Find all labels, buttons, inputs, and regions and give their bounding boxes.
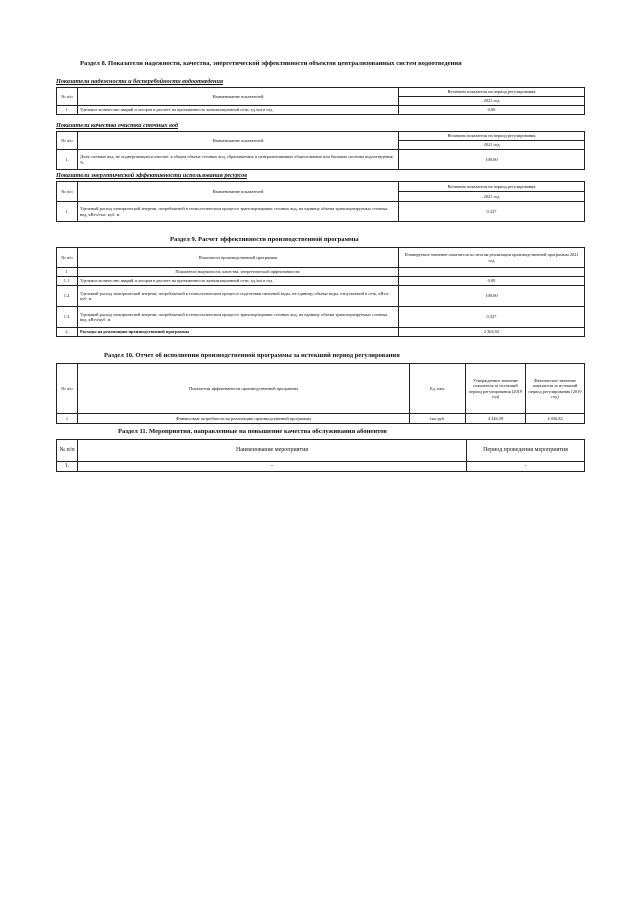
row-value: 100,00 (399, 150, 585, 170)
section11-title: Раздел 11. Мероприятия, направленные на повышение качества обслуживания абонентов (118, 428, 387, 435)
col-year: 2021 год (399, 97, 585, 106)
row-num: 1.1. (57, 277, 78, 286)
table-row (57, 286, 585, 307)
row-value: 2 304,92 (399, 328, 585, 337)
col-unit: Ед. изм. (410, 364, 466, 414)
row-name: Удельное количество аварий и засоров в расчете на протяженность канализационной сети, ед./км в год (78, 277, 399, 286)
col-actual: Фактическое значение показателя за истекший период регулирования (2019 год) (526, 364, 585, 414)
table-row (57, 277, 585, 286)
section9-table (56, 247, 585, 337)
row-approved: 4 346,59 (466, 414, 526, 424)
col-name: Показатели эффективности производственной программы (78, 364, 410, 414)
col-name: Наименование показателей (78, 132, 399, 150)
row-name: Удельный расход электрической энергии, потребляемой в технологическом процессе подготовки питьевой воды, на единицу объема воды, отпускаемой в сеть, кВтч/куб. м (78, 286, 399, 307)
row-name: Показатели надежности, качества, энергетической эффективности: (78, 268, 399, 277)
row-num: 1. (57, 202, 78, 222)
row-name: Удельный расход электрической энергии, потребляемой в технологическом процессе транспортировки сточных вод, на единицу объема транспортируемых сточных вод, кВтч/тыс. куб. м (78, 202, 399, 222)
row-value (399, 268, 585, 277)
col-num: № п/п (57, 132, 78, 150)
col-name: Наименование мероприятия (78, 440, 467, 462)
col-value: Величина показателя на период регулирования (399, 132, 585, 141)
col-num: № п/п (57, 364, 78, 414)
col-year: 2021 год (399, 192, 585, 202)
table-row (57, 307, 585, 328)
col-value: Планируемое значение показателя по итогам реализации производственной программы 2021 год (399, 248, 585, 268)
section10-title: Раздел 10. Отчет об исполнении производственной программы за истекший период регулирования (104, 352, 400, 359)
row-value: 0,327 (399, 307, 585, 328)
reliability-table (56, 87, 585, 115)
col-num: № п/п (57, 182, 78, 202)
col-num: № п/п (57, 248, 78, 268)
row-value: 100,00 (399, 286, 585, 307)
section11-table (56, 439, 585, 472)
quality-table (56, 131, 585, 170)
row-num: 1. (57, 150, 78, 170)
row-name: Доля сточных вод, не подвергающихся очистке, в общем объеме сточных вод, сбрасываемых в централизованные общесплавные или бытовые системы водоотведения, % (78, 150, 399, 170)
table-row (57, 328, 585, 337)
row-value: 0,00 (399, 106, 585, 115)
row-value: 0,327 (399, 202, 585, 222)
table-row (57, 202, 585, 222)
table-row (57, 106, 585, 115)
row-actual: 4 036,82 (526, 414, 585, 424)
table-row (57, 150, 585, 170)
col-value: Величина показателя на период регулирования (399, 88, 585, 97)
section9-title: Раздел 9. Расчет эффективности производственной программы (170, 236, 359, 243)
col-name: Наименование показателей (78, 182, 399, 202)
row-name: Удельный расход электрической энергии, потребляемой в технологическом процессе транспортировки сточных вод, на единицу объема транспортируемых сточных вод, кВтч/куб. м (78, 307, 399, 328)
row-name: Удельное количество аварий и засоров в расчете на протяженность канализационной сети, ед./км в год (78, 106, 399, 115)
row-num: 2. (57, 328, 78, 337)
col-num: № п/п (57, 440, 78, 462)
row-num: 1. (57, 462, 78, 472)
col-period: Период проведения мероприятия (467, 440, 585, 462)
row-num: 1.3. (57, 307, 78, 328)
section8-title: Раздел 8. Показатели надежности, качества, энергетической эффективности объектов централизованных систем водоотведения (80, 60, 462, 67)
row-unit: тыс.руб. (410, 414, 466, 424)
row-name: Расходы на реализацию производственной программы (78, 328, 399, 337)
quality-subtitle: Показатели качества очистки сточных вод (56, 122, 178, 129)
col-approved: Утвержденное значение показателя за истекший период регулирования (2019 год) (466, 364, 526, 414)
col-num: № п/п (57, 88, 78, 106)
row-num: 1. (57, 106, 78, 115)
table-row (57, 462, 585, 472)
row-num: 1.2. (57, 286, 78, 307)
col-name: Показатели производственной программы (78, 248, 399, 268)
row-period: - (467, 462, 585, 472)
row-name: - (78, 462, 467, 472)
row-name: Финансовые потребности на реализацию производственной программы (78, 414, 410, 424)
row-value: 0,00 (399, 277, 585, 286)
section10-table (56, 363, 585, 424)
reliability-subtitle: Показатели надежности и бесперебойности водоотведения (56, 78, 224, 85)
row-num: 1 (57, 414, 78, 424)
row-num: 1. (57, 268, 78, 277)
energy-subtitle: Показатели энергетической эффективности использования ресурсов (56, 172, 247, 179)
table-row (57, 268, 585, 277)
table-row (57, 414, 585, 424)
col-name: Наименование показателей (78, 88, 399, 106)
col-value: Величина показателя на период регулирования (399, 182, 585, 192)
energy-table (56, 181, 585, 222)
col-year: 2021 год (399, 141, 585, 150)
